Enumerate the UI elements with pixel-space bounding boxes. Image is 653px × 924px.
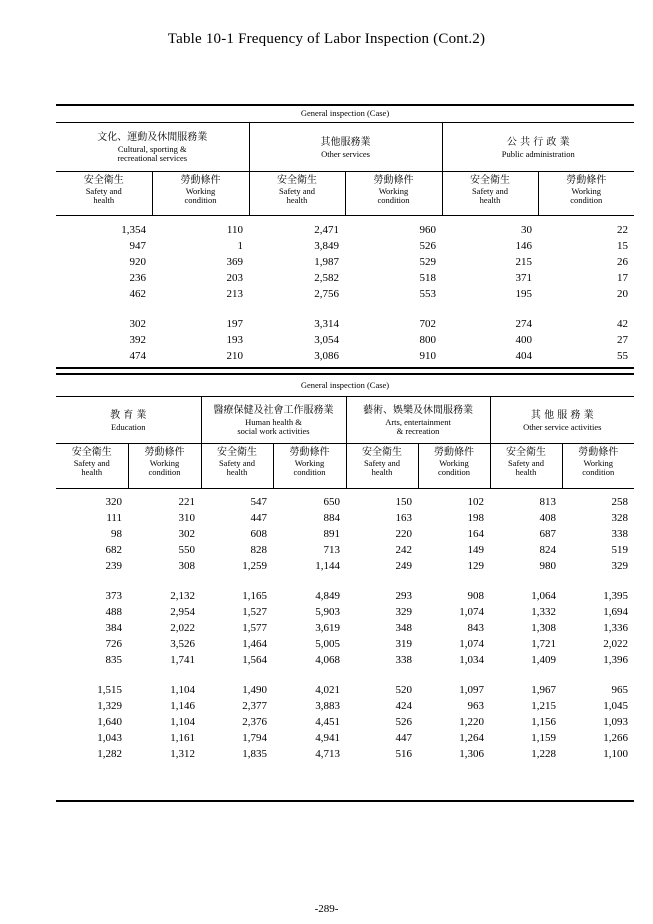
table-cell: 239 [105, 560, 122, 572]
table-cell: 203 [226, 272, 243, 284]
table-cell: 198 [467, 512, 484, 524]
table-cell: 258 [611, 496, 628, 508]
table-cell: 369 [226, 256, 243, 268]
table-cell: 1,034 [459, 654, 484, 666]
table-row [56, 332, 634, 348]
table-cell: 1,395 [603, 590, 628, 602]
group-title-en: social work activities [237, 426, 310, 436]
table-cell: 526 [395, 716, 412, 728]
table-cell: 30 [521, 224, 532, 236]
table-cell: 2,756 [314, 288, 339, 300]
table-cell: 111 [106, 512, 122, 524]
table-cell: 1,329 [97, 700, 122, 712]
table-cell: 910 [419, 350, 436, 362]
sub-title-en: condition [582, 467, 615, 477]
table-cell: 553 [419, 288, 436, 300]
divider-rule-2 [56, 373, 634, 375]
table-cell: 3,883 [315, 700, 340, 712]
table-cell: 3,054 [314, 334, 339, 346]
table-cell: 726 [105, 638, 122, 650]
table-cell: 980 [539, 560, 556, 572]
table-cell: 447 [250, 512, 267, 524]
table-cell: 3,526 [170, 638, 195, 650]
table-cell: 2,022 [170, 622, 195, 634]
table-cell: 215 [515, 256, 532, 268]
table-cell: 1,527 [242, 606, 267, 618]
table-cell: 302 [178, 528, 195, 540]
table-cell: 1,967 [531, 684, 556, 696]
table-cell: 15 [617, 240, 628, 252]
page-title: Table 10-1 Frequency of Labor Inspection (Cont.2) [167, 31, 486, 47]
group-title-zh: 文化、運動及休閒服務業 [97, 132, 208, 143]
table-row [56, 746, 634, 762]
table-cell: 1,161 [170, 732, 195, 744]
bottom-sub-header [56, 444, 634, 488]
sub-title-zh: 勞動條件 [289, 447, 330, 458]
table-cell: 1,640 [97, 716, 122, 728]
table-cell: 2,022 [603, 638, 628, 650]
row-gap [56, 574, 634, 588]
table-cell: 1,074 [459, 606, 484, 618]
sub-title-en: Working [378, 186, 409, 196]
table-cell: 55 [617, 350, 628, 362]
group-title-en: Public administration [501, 148, 575, 159]
table-cell: 4,068 [315, 654, 340, 666]
table-cell: 221 [178, 496, 195, 508]
table-cell: 236 [129, 272, 146, 284]
table-cell: 2,954 [170, 606, 195, 618]
table-row [56, 730, 634, 746]
table-cell: 20 [617, 288, 628, 300]
table-cell: 146 [515, 240, 532, 252]
table-row [56, 588, 634, 604]
table-cell: 1,694 [603, 606, 628, 618]
sub-title-zh: 安全衛生 [362, 447, 402, 458]
sub-title-zh: 安全衛生 [470, 175, 510, 186]
row-gap [56, 302, 634, 316]
bottom-general-inspection-label: General inspection (Case) [300, 380, 390, 390]
table-cell: 193 [226, 334, 243, 346]
table-row [56, 286, 634, 302]
table-cell: 98 [111, 528, 122, 540]
table-cell: 702 [419, 318, 436, 330]
sub-title-en: Safety and [85, 186, 122, 196]
table-cell: 3,849 [314, 240, 339, 252]
sub-title-en: Safety and [363, 458, 401, 468]
table-cell: 687 [539, 528, 556, 540]
table-cell: 1,564 [242, 654, 267, 666]
table-cell: 392 [129, 334, 146, 346]
table-cell: 4,713 [315, 748, 340, 760]
group-title-zh: 藝術、娛樂及休閒服務業 [363, 405, 473, 416]
sub-title-en: health [93, 195, 115, 205]
top-group-header [56, 123, 249, 171]
top-sub-header [538, 172, 634, 215]
table-cell: 3,086 [314, 350, 339, 362]
table-cell: 1,266 [603, 732, 628, 744]
top-general-inspection-label: General inspection (Case) [300, 108, 390, 118]
group-title-zh: 其 他 服 務 業 [530, 409, 594, 421]
sub-title-en: health [479, 195, 501, 205]
bottom-sub-header [562, 444, 634, 488]
table-cell: 27 [617, 334, 628, 346]
table-cell: 1,045 [603, 700, 628, 712]
table-cell: 1,228 [531, 748, 556, 760]
table-cell: 965 [611, 684, 628, 696]
table-cell: 474 [129, 350, 146, 362]
top-sub-rule [56, 215, 634, 216]
bottom-sub-header [490, 444, 562, 488]
table-cell: 408 [539, 512, 556, 524]
table-row [56, 348, 634, 364]
table-cell: 329 [611, 560, 628, 572]
table-cell: 1,220 [459, 716, 484, 728]
table-cell: 220 [395, 528, 412, 540]
table-cell: 1,259 [242, 560, 267, 572]
sub-title-en: health [226, 467, 248, 477]
table-cell: 1,165 [242, 590, 267, 602]
table-cell: 960 [419, 224, 436, 236]
table-cell: 813 [539, 496, 556, 508]
table-cell: 1,987 [314, 256, 339, 268]
group-title-en: Cultural, sporting & [117, 144, 187, 154]
table-cell: 197 [226, 318, 243, 330]
table-cell: 373 [105, 590, 122, 602]
sub-title-zh: 安全衛生 [217, 447, 257, 458]
table-cell: 249 [395, 560, 412, 572]
table-cell: 1,144 [315, 560, 340, 572]
table-row [56, 558, 634, 574]
table-cell: 1,097 [459, 684, 484, 696]
table-cell: 4,021 [315, 684, 340, 696]
table-cell: 843 [467, 622, 484, 634]
table-cell: 520 [395, 684, 412, 696]
sub-title-zh: 勞動條件 [566, 175, 607, 186]
table-row [56, 494, 634, 510]
sub-title-en: health [81, 467, 103, 477]
table-cell: 1,721 [531, 638, 556, 650]
sub-title-en: condition [377, 195, 410, 205]
table-cell: 338 [395, 654, 412, 666]
table-cell: 908 [467, 590, 484, 602]
bottom-table-end-rule [56, 800, 634, 802]
row-gap [56, 668, 634, 682]
group-title-zh: 醫療保健及社會工作服務業 [213, 405, 334, 416]
table-cell: 2,582 [314, 272, 339, 284]
table-row [56, 542, 634, 558]
table-cell: 1,264 [459, 732, 484, 744]
bottom-group-header [490, 397, 634, 443]
table-cell: 1,577 [242, 622, 267, 634]
sub-title-zh: 勞動條件 [578, 447, 619, 458]
table-cell: 1,156 [531, 716, 556, 728]
top-group-header [442, 123, 634, 171]
sub-title-zh: 安全衛生 [71, 447, 112, 458]
sub-title-en: condition [570, 195, 603, 205]
sub-title-en: health [371, 467, 393, 477]
sub-title-en: Working [439, 458, 469, 468]
sub-title-en: condition [148, 467, 181, 477]
bottom-sub-header [128, 444, 201, 488]
table-cell: 1,306 [459, 748, 484, 760]
table-cell: 1,741 [170, 654, 195, 666]
top-sub-header [442, 172, 538, 215]
table-cell: 328 [611, 512, 628, 524]
bottom-sub-rule [56, 488, 634, 489]
sub-title-en: Working [571, 186, 602, 196]
group-title-en: recreational services [117, 153, 188, 163]
table-row [56, 652, 634, 668]
table-cell: 1,515 [97, 684, 122, 696]
table-cell: 1,308 [531, 622, 556, 634]
table-cell: 4,941 [315, 732, 340, 744]
sub-title-en: condition [437, 467, 471, 477]
top-table [56, 106, 634, 121]
table-cell: 1,100 [603, 748, 628, 760]
table-cell: 516 [395, 748, 412, 760]
table-row [56, 510, 634, 526]
bottom-group-header [56, 397, 201, 443]
table-cell: 550 [178, 544, 195, 556]
table-cell: 650 [323, 496, 340, 508]
table-cell: 1,396 [603, 654, 628, 666]
table-cell: 2,132 [170, 590, 195, 602]
table-cell: 1,159 [531, 732, 556, 744]
table-cell: 22 [617, 224, 628, 236]
table-row [56, 620, 634, 636]
bottom-table [56, 378, 634, 393]
table-cell: 1,104 [170, 716, 195, 728]
sub-title-zh: 勞動條件 [373, 175, 414, 186]
table-row [56, 714, 634, 730]
sub-title-en: condition [184, 195, 217, 205]
table-cell: 462 [129, 288, 146, 300]
sub-title-en: health [286, 195, 308, 205]
bottom-group-header [201, 397, 346, 443]
table-cell: 242 [395, 544, 412, 556]
table-cell: 1,093 [603, 716, 628, 728]
table-cell: 329 [395, 606, 412, 618]
table-cell: 4,849 [315, 590, 340, 602]
bottom-group-header [346, 397, 490, 443]
table-cell: 404 [515, 350, 532, 362]
group-title-zh: 公 共 行 政 業 [506, 136, 570, 148]
table-cell: 1,409 [531, 654, 556, 666]
divider-rule-1 [56, 367, 634, 369]
table-row [56, 682, 634, 698]
table-cell: 3,314 [314, 318, 339, 330]
sub-title-zh: 安全衛生 [506, 447, 546, 458]
table-cell: 5,903 [315, 606, 340, 618]
table-cell: 1,074 [459, 638, 484, 650]
group-title-en: Education [111, 421, 146, 432]
page-number: -289- [314, 903, 339, 915]
sub-title-en: Working [294, 458, 325, 468]
group-title-en: Arts, entertainment [385, 417, 451, 427]
table-cell: 1,490 [242, 684, 267, 696]
bottom-group-header [56, 397, 634, 443]
table-cell: 320 [105, 496, 122, 508]
table-row [56, 316, 634, 332]
table-cell: 963 [467, 700, 484, 712]
sub-title-en: condition [293, 467, 326, 477]
table-cell: 210 [226, 350, 243, 362]
table-cell: 920 [129, 256, 146, 268]
table-row [56, 604, 634, 620]
table-cell: 828 [250, 544, 267, 556]
sub-title-en: health [515, 467, 537, 477]
table-cell: 526 [419, 240, 436, 252]
table-row [56, 222, 634, 238]
table-cell: 1,354 [121, 224, 146, 236]
sub-title-zh: 勞動條件 [434, 447, 474, 458]
table-cell: 824 [539, 544, 556, 556]
table-cell: 1,835 [242, 748, 267, 760]
table-cell: 371 [515, 272, 532, 284]
table-cell: 800 [419, 334, 436, 346]
table-cell: 518 [419, 272, 436, 284]
table-cell: 195 [515, 288, 532, 300]
sub-title-en: Working [185, 186, 216, 196]
table-cell: 884 [323, 512, 340, 524]
sub-title-en: Working [583, 458, 614, 468]
table-cell: 302 [129, 318, 146, 330]
top-sub-header [56, 172, 634, 215]
table-cell: 1 [237, 240, 243, 252]
table-cell: 682 [105, 544, 122, 556]
group-title-en: & recreation [396, 426, 440, 436]
top-sub-header [152, 172, 249, 215]
table-cell: 129 [467, 560, 484, 572]
table-cell: 150 [395, 496, 412, 508]
sub-title-zh: 安全衛生 [277, 175, 317, 186]
table-cell: 488 [105, 606, 122, 618]
table-cell: 608 [250, 528, 267, 540]
table-cell: 164 [467, 528, 484, 540]
table-row [56, 254, 634, 270]
table-cell: 26 [617, 256, 628, 268]
table-cell: 110 [226, 224, 243, 236]
table-cell: 4,451 [315, 716, 340, 728]
table-cell: 1,146 [170, 700, 195, 712]
sub-title-en: Safety and [507, 458, 545, 468]
table-cell: 424 [395, 700, 412, 712]
table-cell: 5,005 [315, 638, 340, 650]
sub-title-en: Safety and [278, 186, 316, 196]
table-cell: 1,332 [531, 606, 556, 618]
group-title-en: Other services [321, 148, 370, 159]
table-row [56, 270, 634, 286]
table-cell: 891 [323, 528, 340, 540]
table-cell: 319 [395, 638, 412, 650]
table-cell: 519 [611, 544, 628, 556]
bottom-table-body [56, 494, 634, 762]
sub-title-zh: 勞動條件 [144, 447, 185, 458]
table-cell: 947 [129, 240, 146, 252]
table-cell: 2,471 [314, 224, 339, 236]
table-cell: 17 [617, 272, 628, 284]
table-cell: 1,215 [531, 700, 556, 712]
table-cell: 293 [395, 590, 412, 602]
bottom-sub-header [273, 444, 346, 488]
table-cell: 1,312 [170, 748, 195, 760]
table-cell: 1,064 [531, 590, 556, 602]
table-cell: 1,043 [97, 732, 122, 744]
table-cell: 1,104 [170, 684, 195, 696]
table-cell: 400 [515, 334, 532, 346]
table-cell: 384 [105, 622, 122, 634]
top-group-header [249, 123, 442, 171]
table-row [56, 238, 634, 254]
table-cell: 213 [226, 288, 243, 300]
table-cell: 713 [323, 544, 340, 556]
table-cell: 2,377 [242, 700, 267, 712]
sub-title-zh: 安全衛生 [83, 175, 124, 186]
table-cell: 547 [250, 496, 267, 508]
table-cell: 1,464 [242, 638, 267, 650]
table-cell: 529 [419, 256, 436, 268]
table-cell: 274 [515, 318, 532, 330]
table-cell: 1,794 [242, 732, 267, 744]
top-table-body [56, 222, 634, 364]
sub-title-en: Working [149, 458, 180, 468]
top-sub-header [249, 172, 345, 215]
top-group-header [56, 123, 634, 171]
group-title-en: Human health & [245, 417, 302, 427]
table-cell: 42 [617, 318, 628, 330]
table-cell: 308 [178, 560, 195, 572]
table-cell: 310 [178, 512, 195, 524]
top-sub-header [345, 172, 442, 215]
table-cell: 2,376 [242, 716, 267, 728]
top-sub-header [56, 172, 152, 215]
table-cell: 348 [395, 622, 412, 634]
group-title-en: Other service activities [523, 421, 602, 432]
table-cell: 835 [105, 654, 122, 666]
table-cell: 1,336 [603, 622, 628, 634]
table-row [56, 636, 634, 652]
bottom-sub-header [418, 444, 490, 488]
sub-title-en: Safety and [73, 458, 110, 468]
table-cell: 447 [395, 732, 412, 744]
table-row [56, 698, 634, 714]
sub-title-zh: 勞動條件 [180, 175, 221, 186]
sub-title-en: Safety and [471, 186, 509, 196]
group-title-zh: 教 育 業 [110, 409, 147, 421]
group-title-zh: 其他服務業 [320, 136, 371, 148]
bottom-sub-header [201, 444, 273, 488]
sub-title-en: Safety and [218, 458, 256, 468]
table-cell: 1,282 [97, 748, 122, 760]
table-cell: 149 [467, 544, 484, 556]
table-cell: 102 [467, 496, 484, 508]
table-cell: 163 [395, 512, 412, 524]
table-row [56, 526, 634, 542]
bottom-sub-header [56, 444, 128, 488]
bottom-sub-header [346, 444, 418, 488]
table-cell: 338 [611, 528, 628, 540]
table-cell: 3,619 [315, 622, 340, 634]
